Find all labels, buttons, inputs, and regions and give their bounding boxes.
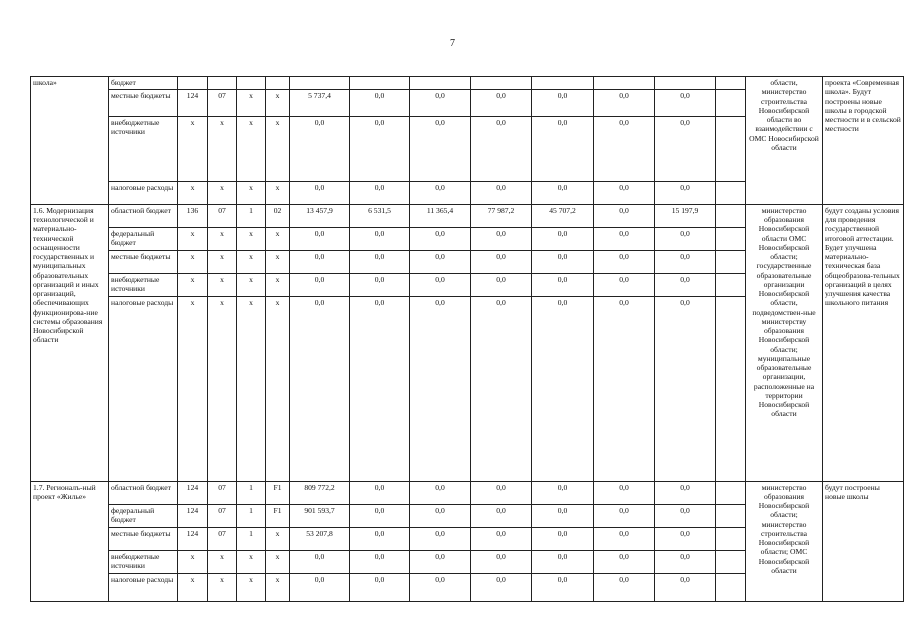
funding-source: местные бюджеты	[109, 250, 178, 273]
code-cell: 07	[208, 527, 237, 550]
amount-cell: 0,0	[655, 181, 716, 204]
amount-cell: 901 593,7	[290, 504, 350, 527]
amount-cell: 0,0	[532, 527, 594, 550]
amount-cell: 45 707,2	[532, 204, 594, 227]
amount-cell	[594, 77, 655, 90]
amount-cell: 0,0	[471, 116, 532, 181]
amount-cell: 0,0	[532, 550, 594, 573]
amount-cell: 0,0	[290, 573, 350, 601]
measure-name: школа»	[31, 77, 109, 205]
amount-cell: 0,0	[655, 504, 716, 527]
amount-cell: 0,0	[532, 573, 594, 601]
amount-cell: 0,0	[655, 296, 716, 481]
table-row	[31, 204, 904, 227]
amount-cell: 0,0	[410, 296, 471, 481]
code-cell: 07	[208, 481, 237, 504]
code-cell: х	[266, 250, 290, 273]
amount-cell: 0,0	[655, 250, 716, 273]
amount-cell: 0,0	[290, 296, 350, 481]
amount-cell: 0,0	[410, 273, 471, 296]
empty-cell	[716, 204, 746, 227]
code-cell: х	[208, 296, 237, 481]
amount-cell: 0,0	[471, 89, 532, 116]
amount-cell: 0,0	[594, 250, 655, 273]
funding-source: федеральный бюджет	[109, 504, 178, 527]
amount-cell: 0,0	[471, 550, 532, 573]
funding-source: местные бюджеты	[109, 89, 178, 116]
amount-cell: 0,0	[594, 550, 655, 573]
amount-cell: 0,0	[594, 573, 655, 601]
amount-cell: 0,0	[350, 504, 410, 527]
empty-cell	[716, 527, 746, 550]
code-cell: 07	[208, 504, 237, 527]
amount-cell: 11 365,4	[410, 204, 471, 227]
code-cell: х	[178, 116, 208, 181]
amount-cell: 0,0	[594, 204, 655, 227]
amount-cell: 0,0	[410, 89, 471, 116]
empty-cell	[716, 181, 746, 204]
code-cell: 124	[178, 89, 208, 116]
amount-cell: 0,0	[532, 181, 594, 204]
funding-source: федеральный бюджет	[109, 227, 178, 250]
amount-cell: 0,0	[594, 181, 655, 204]
amount-cell: 0,0	[350, 296, 410, 481]
amount-cell: 0,0	[350, 89, 410, 116]
amount-cell	[290, 77, 350, 90]
funding-source: областной бюджет	[109, 481, 178, 504]
funding-source: местные бюджеты	[109, 527, 178, 550]
code-cell: х	[237, 89, 266, 116]
code-cell: х	[237, 227, 266, 250]
code-cell: 02	[266, 204, 290, 227]
amount-cell: 0,0	[290, 550, 350, 573]
amount-cell: 0,0	[655, 89, 716, 116]
amount-cell: 0,0	[655, 227, 716, 250]
code-cell: х	[178, 573, 208, 601]
code-cell: х	[237, 250, 266, 273]
amount-cell: 0,0	[471, 481, 532, 504]
funding-source: внебюджетные источники	[109, 550, 178, 573]
code-cell	[178, 77, 208, 90]
amount-cell: 0,0	[594, 527, 655, 550]
amount-cell: 0,0	[594, 227, 655, 250]
amount-cell: 0,0	[350, 181, 410, 204]
code-cell: х	[178, 550, 208, 573]
responsible-org: министерство образования Новосибирской области ОМС Новосибирской области; государственные образовательные организации Новосибирской области, подведомствен-ные министерству образования Новосибирской области; муниципальные образовательные организации, расположенные на территории Новосибирской области	[746, 204, 823, 481]
amount-cell: 0,0	[350, 227, 410, 250]
amount-cell: 0,0	[532, 504, 594, 527]
code-cell: х	[208, 250, 237, 273]
code-cell: х	[178, 227, 208, 250]
funding-source: бюджет	[109, 77, 178, 90]
code-cell: х	[266, 550, 290, 573]
code-cell: х	[178, 296, 208, 481]
amount-cell: 0,0	[655, 273, 716, 296]
code-cell: х	[208, 573, 237, 601]
amount-cell: 0,0	[532, 250, 594, 273]
amount-cell: 0,0	[410, 527, 471, 550]
table-row	[31, 77, 904, 90]
empty-cell	[716, 273, 746, 296]
responsible-org: министерство образования Новосибирской области; министерство строительства Новосибирской области; ОМС Новосибирской области	[746, 481, 823, 601]
funding-source: внебюджетные источники	[109, 116, 178, 181]
amount-cell: 0,0	[594, 273, 655, 296]
table-row	[31, 481, 904, 504]
code-cell: х	[208, 181, 237, 204]
code-cell	[208, 77, 237, 90]
amount-cell: 0,0	[350, 481, 410, 504]
code-cell: 07	[208, 89, 237, 116]
amount-cell: 13 457,9	[290, 204, 350, 227]
code-cell: х	[266, 273, 290, 296]
amount-cell: 0,0	[471, 504, 532, 527]
amount-cell: 0,0	[471, 227, 532, 250]
amount-cell: 0,0	[410, 227, 471, 250]
amount-cell: 0,0	[410, 573, 471, 601]
code-cell: F1	[266, 481, 290, 504]
amount-cell: 0,0	[290, 250, 350, 273]
amount-cell: 0,0	[410, 550, 471, 573]
code-cell: х	[266, 527, 290, 550]
funding-source: налоговые расходы	[109, 296, 178, 481]
code-cell: х	[237, 273, 266, 296]
amount-cell: 0,0	[532, 481, 594, 504]
amount-cell: 0,0	[350, 273, 410, 296]
funding-source: налоговые расходы	[109, 181, 178, 204]
code-cell: х	[266, 181, 290, 204]
code-cell: х	[178, 250, 208, 273]
empty-cell	[716, 481, 746, 504]
page-number: 7	[450, 38, 455, 49]
code-cell	[266, 77, 290, 90]
empty-cell	[716, 116, 746, 181]
funding-source: внебюджетные источники	[109, 273, 178, 296]
empty-cell	[716, 504, 746, 527]
amount-cell: 77 987,2	[471, 204, 532, 227]
amount-cell: 0,0	[410, 181, 471, 204]
amount-cell: 0,0	[655, 573, 716, 601]
code-cell: х	[266, 116, 290, 181]
amount-cell: 0,0	[594, 89, 655, 116]
amount-cell: 0,0	[290, 273, 350, 296]
amount-cell: 0,0	[532, 116, 594, 181]
amount-cell: 0,0	[290, 181, 350, 204]
expected-result: проекта «Современная школа». Будут построены новые школы в городской местности и в сельской местности	[823, 77, 904, 205]
amount-cell	[410, 77, 471, 90]
amount-cell	[350, 77, 410, 90]
amount-cell	[655, 77, 716, 90]
amount-cell: 0,0	[350, 116, 410, 181]
empty-cell	[716, 296, 746, 481]
amount-cell: 0,0	[471, 181, 532, 204]
code-cell: х	[237, 116, 266, 181]
amount-cell: 0,0	[655, 527, 716, 550]
code-cell: х	[237, 550, 266, 573]
amount-cell: 0,0	[471, 573, 532, 601]
amount-cell: 0,0	[350, 550, 410, 573]
amount-cell: 0,0	[594, 116, 655, 181]
amount-cell: 0,0	[532, 273, 594, 296]
budget-table	[30, 76, 904, 602]
amount-cell: 0,0	[471, 527, 532, 550]
responsible-org: области, министерство строительства Новосибирской области во взаимодействии с ОМС Новосибирской области	[746, 77, 823, 205]
amount-cell: 0,0	[471, 273, 532, 296]
amount-cell: 0,0	[532, 296, 594, 481]
amount-cell: 53 207,8	[290, 527, 350, 550]
amount-cell	[532, 77, 594, 90]
code-cell: х	[237, 573, 266, 601]
amount-cell: 0,0	[290, 227, 350, 250]
empty-cell	[716, 89, 746, 116]
code-cell: х	[237, 181, 266, 204]
empty-cell	[716, 573, 746, 601]
amount-cell: 0,0	[655, 116, 716, 181]
measure-name: 1.6. Модернизация технологической и материально-технической оснащенности государственных и муниципальных образовательных организаций и иных организаций, обеспечивающих функционирова-ние системы образования Новосибирской области	[31, 204, 109, 481]
empty-cell	[716, 227, 746, 250]
amount-cell	[471, 77, 532, 90]
code-cell: 07	[208, 204, 237, 227]
code-cell: 1	[237, 204, 266, 227]
expected-result: будут созданы условия для проведения государственной итоговой аттестации. Будет улучшена материально-техническая база общеобразова-тельных организаций в целях улучшения качества школьного питания	[823, 204, 904, 481]
amount-cell: 0,0	[594, 296, 655, 481]
amount-cell: 0,0	[594, 481, 655, 504]
amount-cell: 0,0	[350, 573, 410, 601]
code-cell: х	[208, 273, 237, 296]
amount-cell: 0,0	[471, 296, 532, 481]
amount-cell: 0,0	[594, 504, 655, 527]
code-cell: х	[266, 227, 290, 250]
code-cell: F1	[266, 504, 290, 527]
table-body	[31, 77, 904, 602]
code-cell: х	[266, 296, 290, 481]
code-cell: 136	[178, 204, 208, 227]
code-cell: 1	[237, 481, 266, 504]
amount-cell: 6 531,5	[350, 204, 410, 227]
code-cell: 1	[237, 504, 266, 527]
amount-cell: 809 772,2	[290, 481, 350, 504]
amount-cell: 0,0	[655, 481, 716, 504]
funding-source: налоговые расходы	[109, 573, 178, 601]
amount-cell: 0,0	[290, 116, 350, 181]
funding-source: областной бюджет	[109, 204, 178, 227]
code-cell: х	[178, 181, 208, 204]
amount-cell: 0,0	[410, 250, 471, 273]
code-cell: х	[208, 116, 237, 181]
empty-cell	[716, 250, 746, 273]
code-cell: 1	[237, 527, 266, 550]
empty-cell	[716, 550, 746, 573]
code-cell: х	[237, 296, 266, 481]
code-cell: х	[266, 89, 290, 116]
amount-cell: 0,0	[410, 481, 471, 504]
code-cell: 124	[178, 481, 208, 504]
amount-cell: 15 197,9	[655, 204, 716, 227]
code-cell: х	[208, 227, 237, 250]
code-cell: 124	[178, 504, 208, 527]
amount-cell: 5 737,4	[290, 89, 350, 116]
expected-result: будут построены новые школы	[823, 481, 904, 601]
empty-cell	[716, 77, 746, 90]
code-cell: 124	[178, 527, 208, 550]
amount-cell: 0,0	[532, 227, 594, 250]
amount-cell: 0,0	[410, 504, 471, 527]
amount-cell: 0,0	[410, 116, 471, 181]
amount-cell: 0,0	[532, 89, 594, 116]
code-cell: х	[266, 573, 290, 601]
measure-name: 1.7. Регионалъ-ный проект «Жилье»	[31, 481, 109, 601]
code-cell: х	[208, 550, 237, 573]
amount-cell: 0,0	[350, 527, 410, 550]
amount-cell: 0,0	[471, 250, 532, 273]
amount-cell: 0,0	[655, 550, 716, 573]
code-cell	[237, 77, 266, 90]
amount-cell: 0,0	[350, 250, 410, 273]
code-cell: х	[178, 273, 208, 296]
